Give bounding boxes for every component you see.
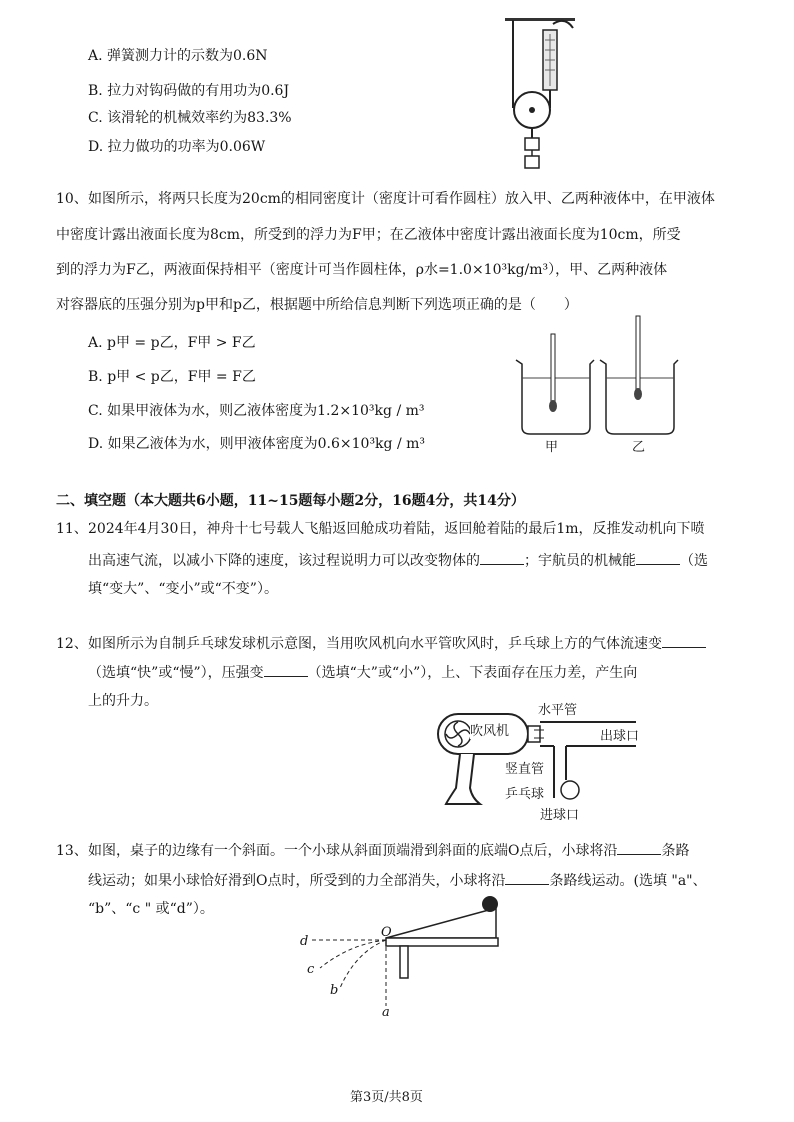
q9-option-c: C. 该滑轮的机械效率约为83.3%: [88, 110, 292, 126]
q11-line1: 2024年4月30日，神舟十七号载人飞船返回舱成功着陆，返回舱着陆的最后1m，反推发动机向下喷: [88, 521, 705, 537]
path-b-label: b: [330, 983, 339, 998]
q12-number: 12、: [56, 636, 88, 652]
path-c-label: c: [307, 962, 315, 977]
q10-stem-line3: 到的浮力为F乙，两液面保持相平（密度计可当作圆柱体，ρ水=1.0×10³kg/m³），甲、乙两种液体: [56, 262, 668, 278]
vertical-tube-label: 竖直管: [505, 762, 545, 777]
page-number: 第3页/共8页: [350, 1090, 423, 1105]
dryer-label: 吹风机: [470, 720, 509, 739]
q10-stem-line4: 对容器底的压强分别为p甲和p乙，根据题中所给信息判断下列选项正确的是（ ）: [56, 297, 578, 313]
beakers-hydrometer-figure: [508, 312, 688, 452]
q12-blank-1[interactable]: [662, 633, 706, 648]
q10-stem-line1: 如图所示，将两只长度为20cm的相同密度计（密度计可看作圆柱）放入甲、乙两种液体中，在甲液体: [88, 191, 715, 207]
q13-blank-1[interactable]: [617, 840, 661, 855]
q11-blank-2[interactable]: [636, 550, 680, 565]
q12-line3: 上的升力。: [88, 693, 158, 709]
pulley-spring-scale-figure: [495, 10, 585, 180]
q13-line2: 线运动；如果小球恰好滑到O点时，所受到的力全部消失，小球将沿 条路线运动。(选填 "a"、: [88, 870, 707, 890]
q10-number: 10、: [56, 191, 88, 207]
path-a-label: a: [382, 1005, 390, 1020]
q10-option-a: A. p甲 = p乙，F甲 > F乙: [88, 335, 256, 351]
section-2-title: 二、填空题（本大题共6小题，11~15题每小题2分，16题4分，共14分）: [56, 493, 525, 509]
q11-blank-1[interactable]: [480, 550, 524, 565]
q9-option-b: B. 拉力对钩码做的有用功为0.6J: [88, 83, 290, 99]
q11-number: 11、: [56, 521, 88, 537]
beaker-yi-label: 乙: [632, 440, 646, 455]
q13-line3: “b”、“c " 或“d”）。: [88, 901, 214, 917]
q11-line3: 填“变大”、“变小”或“不变”）。: [88, 581, 278, 597]
q9-option-a: A. 弹簧测力计的示数为0.6N: [88, 48, 268, 64]
q11-line2: 出高速气流，以减小下降的速度，该过程说明力可以改变物体的 ；宇航员的机械能 （选: [88, 550, 708, 570]
outlet-label: 出球口: [600, 729, 640, 744]
q12-blank-2[interactable]: [264, 662, 308, 677]
q12-line1: 如图所示为自制乒乓球发球机示意图，当用吹风机向水平管吹风时，乒乓球上方的气体流速变: [88, 633, 706, 653]
q9-option-d: D. 拉力做功的功率为0.06W: [88, 139, 266, 155]
beaker-jia-label: 甲: [545, 440, 559, 455]
q12-line2: （选填“快”或“慢”），压强变 （选填“大”或“小”），上、下表面存在压力差，产生向: [88, 662, 637, 682]
q10-option-c: C. 如果甲液体为水，则乙液体密度为1.2×10³kg / m³: [88, 403, 425, 419]
q13-line1: 如图，桌子的边缘有一个斜面。一个小球从斜面顶端滑到斜面的底端O点后，小球将沿 条路: [88, 840, 689, 860]
q10-option-d: D. 如果乙液体为水，则甲液体密度为0.6×10³kg / m³: [88, 436, 426, 452]
ball-label: 乒乓球: [505, 787, 545, 802]
point-o-label: O: [381, 925, 392, 940]
horizontal-tube-label: 水平管: [538, 703, 578, 718]
inlet-label: 进球口: [540, 808, 580, 823]
pingpong-launcher-figure: [430, 700, 670, 820]
incline-table-figure: [290, 888, 510, 1018]
q13-number: 13、: [56, 843, 88, 859]
path-d-label: d: [300, 934, 309, 949]
q10-option-b: B. p甲 < p乙，F甲 = F乙: [88, 369, 256, 385]
q10-stem-line2: 中密度计露出液面长度为8cm，所受到的浮力为F甲；在乙液体中密度计露出液面长度为10cm，所受: [56, 227, 681, 243]
q13-blank-2[interactable]: [505, 870, 549, 885]
